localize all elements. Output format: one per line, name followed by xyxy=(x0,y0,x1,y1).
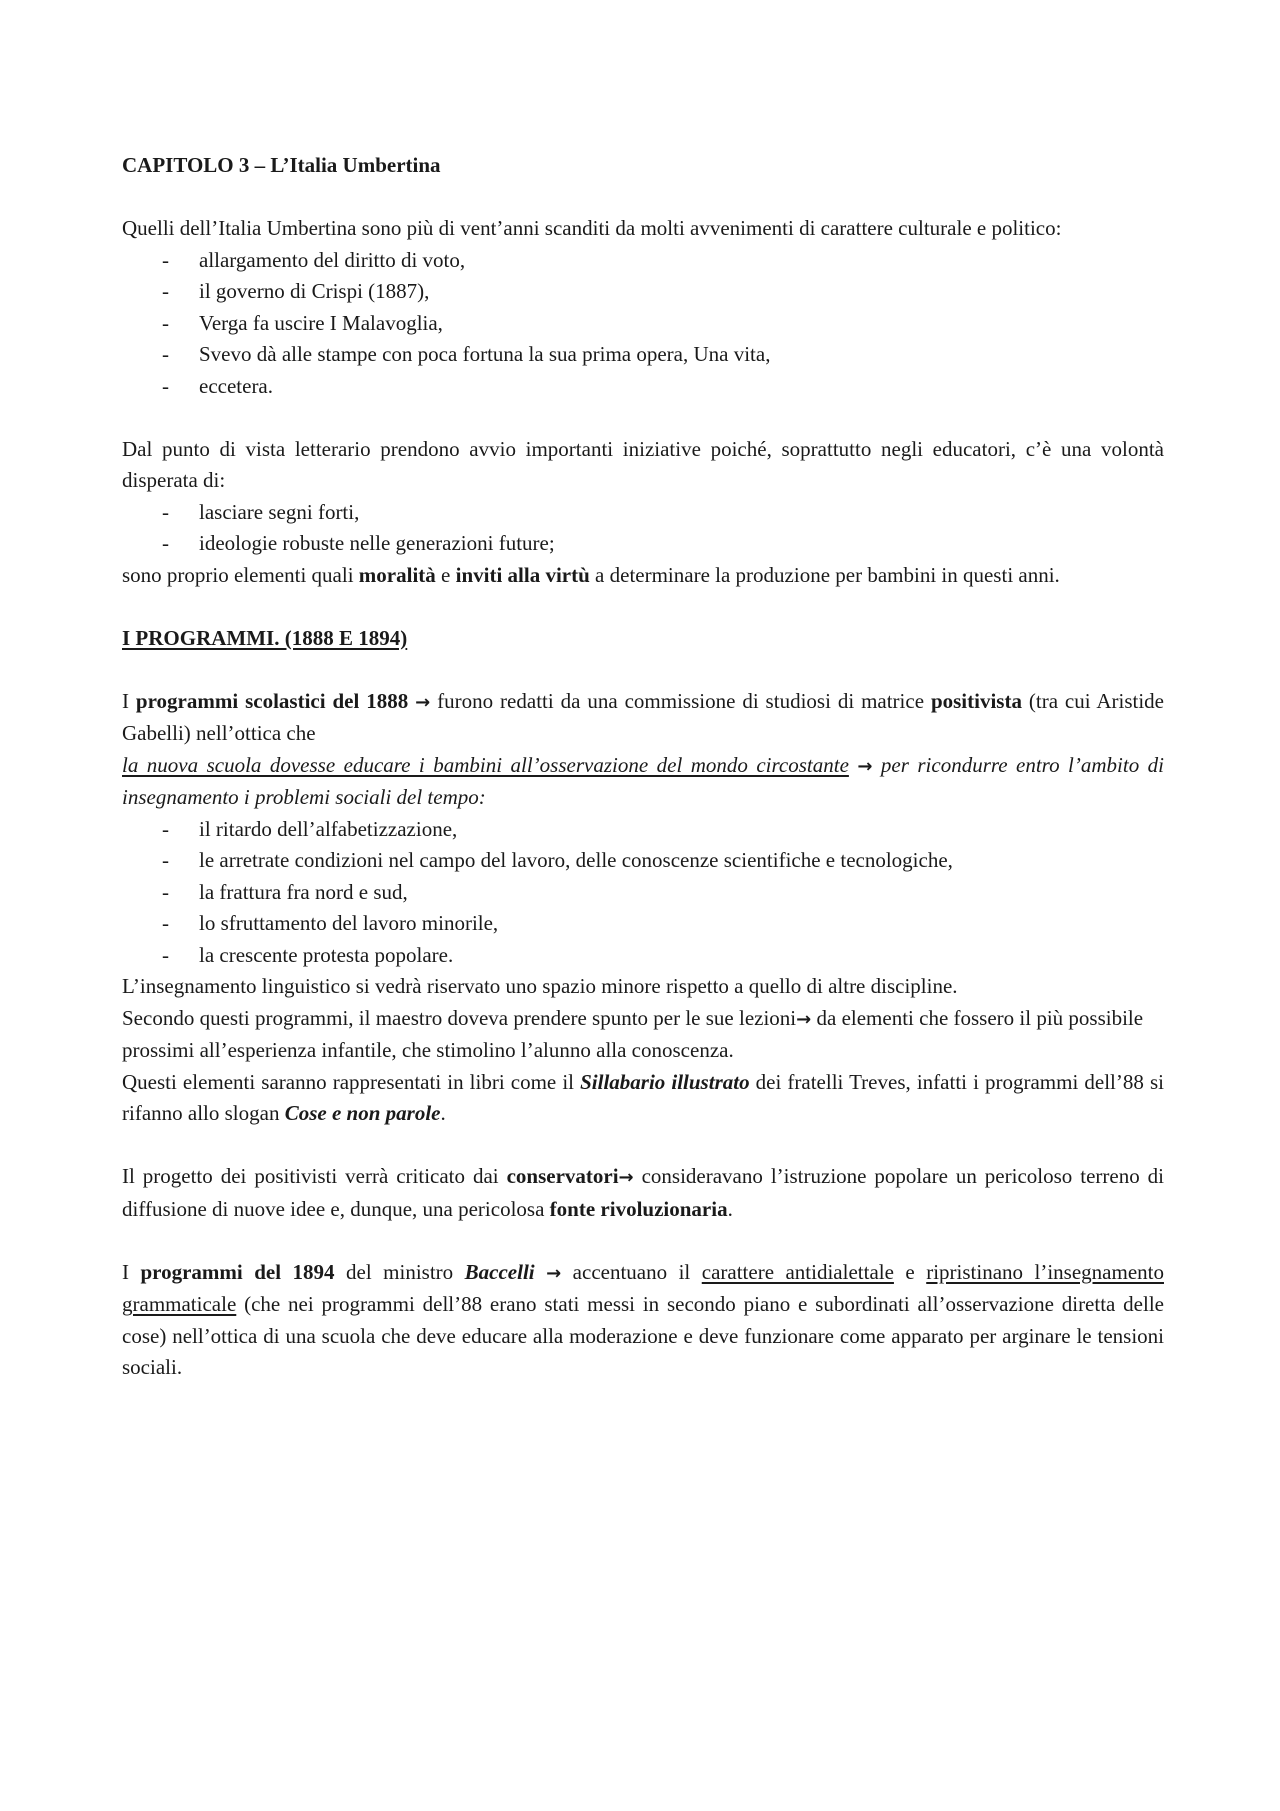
text-run: a determinare la produzione per bambini in questi anni. xyxy=(589,562,1060,587)
text-run: Il progetto dei positivisti verrà criticato dai xyxy=(122,1164,507,1188)
list-item: - il ritardo dell’alfabetizzazione, xyxy=(122,814,1164,846)
text-run: sono proprio elementi quali xyxy=(122,562,359,587)
list-item: - la crescente protesta popolare. xyxy=(122,940,1164,972)
text-run: e xyxy=(435,562,456,587)
slogan: Cose e non parole xyxy=(284,1101,441,1125)
underlined-phrase: carattere antidialettale xyxy=(701,1259,894,1284)
text-run: per ricondurre entro l’ambito di insegnamento i problemi sociali del tempo: xyxy=(122,752,1164,809)
arrow-right-icon: → xyxy=(857,755,873,777)
list-item: - la frattura fra nord e sud, xyxy=(122,877,1164,909)
bold-term: programmi scolastici del 1888 xyxy=(135,688,409,713)
text-run: accentuano il xyxy=(561,1259,702,1284)
literary-conclusion xyxy=(122,560,1164,592)
minister-name: Baccelli xyxy=(464,1259,535,1284)
list-item: - le arretrate condizioni nel campo del lavoro, delle conoscenze scientifiche e tecnologiche, xyxy=(122,845,1164,877)
underlined-phrase: ripristinano l’insegnamento grammaticale xyxy=(122,1259,1164,1316)
arrow-right-icon: → xyxy=(546,1262,562,1284)
text-run: . xyxy=(727,1196,733,1221)
list-item: - lasciare segni forti, xyxy=(122,497,1164,529)
list-item: - allargamento del diritto di voto, xyxy=(122,245,1164,277)
bold-term: programmi del 1894 xyxy=(140,1259,335,1284)
chapter-title: CAPITOLO 3 – L’Italia Umbertina xyxy=(122,153,441,177)
bold-term: moralità xyxy=(358,562,436,587)
arrow-right-icon: → xyxy=(415,691,431,713)
intro-paragraph: Quelli dell’Italia Umbertina sono più di vent’anni scanditi da molti avvenimenti di carattere culturale e politico: xyxy=(122,216,1062,240)
text-run: Secondo questi programmi, il maestro doveva prendere spunto per le sue lezioni xyxy=(122,1005,797,1030)
arrow-right-icon: → xyxy=(618,1167,634,1188)
programmi-1894-paragraph xyxy=(122,1257,1164,1384)
bold-term: positivista xyxy=(930,688,1022,713)
text-run: furono redatti da una commissione di studiosi di matrice xyxy=(430,688,931,713)
text-run: I xyxy=(122,1259,141,1284)
literary-list xyxy=(122,497,1164,560)
underlined-phrase: la nuova scuola dovesse educare i bambini all’osservazione del mondo circostante xyxy=(122,752,849,777)
text-run: . xyxy=(440,1101,446,1125)
text-run: da elementi che fossero il più possibile prossimi all’esperienza infantile, che stimolino l’alunno alla conoscenza. xyxy=(122,1005,1144,1062)
list-item: - ideologie robuste nelle generazioni future; xyxy=(122,528,1164,560)
book-title: Sillabario illustrato xyxy=(580,1069,750,1094)
events-list xyxy=(122,245,1164,403)
bold-term: fonte rivoluzionaria xyxy=(549,1196,728,1221)
list-item: - Verga fa uscire I Malavoglia, xyxy=(122,308,1164,340)
conservatori-paragraph xyxy=(122,1161,1164,1225)
list-item: - eccetera. xyxy=(122,371,1164,403)
maestro-paragraph xyxy=(122,1003,1164,1067)
text-run: del ministro xyxy=(334,1259,465,1284)
text-run: Questi elementi saranno rappresentati in libri come il xyxy=(122,1069,581,1094)
bold-term: inviti alla virtù xyxy=(455,562,590,587)
programmi-1888-paragraph xyxy=(122,686,1164,750)
list-item: - Svevo dà alle stampe con poca fortuna la sua prima opera, Una vita, xyxy=(122,339,1164,371)
linguistic-paragraph: L’insegnamento linguistico si vedrà riservato uno spazio minore rispetto a quello di altre discipline. xyxy=(122,974,958,998)
list-item: - lo sfruttamento del lavoro minorile, xyxy=(122,908,1164,940)
list-item: - il governo di Crispi (1887), xyxy=(122,276,1164,308)
text-run: (tra cui Aristide Gabelli) nell’ottica che xyxy=(122,688,1164,745)
sillabario-paragraph xyxy=(122,1067,1164,1130)
text-run: dei fratelli Treves, infatti i programmi dell’88 si rifanno allo slogan xyxy=(122,1069,1164,1125)
nuova-scuola-paragraph xyxy=(122,750,1164,814)
section-heading: I PROGRAMMI. (1888 E 1894) xyxy=(122,625,408,650)
text-run: e xyxy=(893,1259,927,1284)
text-run: I xyxy=(122,688,136,713)
social-problems-list xyxy=(122,814,1164,972)
literary-paragraph: Dal punto di vista letterario prendono avvio importanti iniziative poiché, soprattutto negli educatori, c’è una volontà disperata di: xyxy=(122,436,1164,492)
bold-term: conservatori xyxy=(506,1164,619,1188)
text-run: consideravano l’istruzione popolare un pericoloso terreno di diffusione di nuove idee e, dunque, una pericolosa xyxy=(122,1164,1164,1221)
document-page xyxy=(122,150,1164,1384)
arrow-right-icon: → xyxy=(796,1008,812,1030)
text-run: (che nei programmi dell’88 erano stati messi in secondo piano e subordinati all’osservazione diretta delle cose) nell’ottica di una scuola che deve educare alla moderazione e deve funzionare come apparato per arginare le tensioni sociali. xyxy=(122,1292,1164,1379)
